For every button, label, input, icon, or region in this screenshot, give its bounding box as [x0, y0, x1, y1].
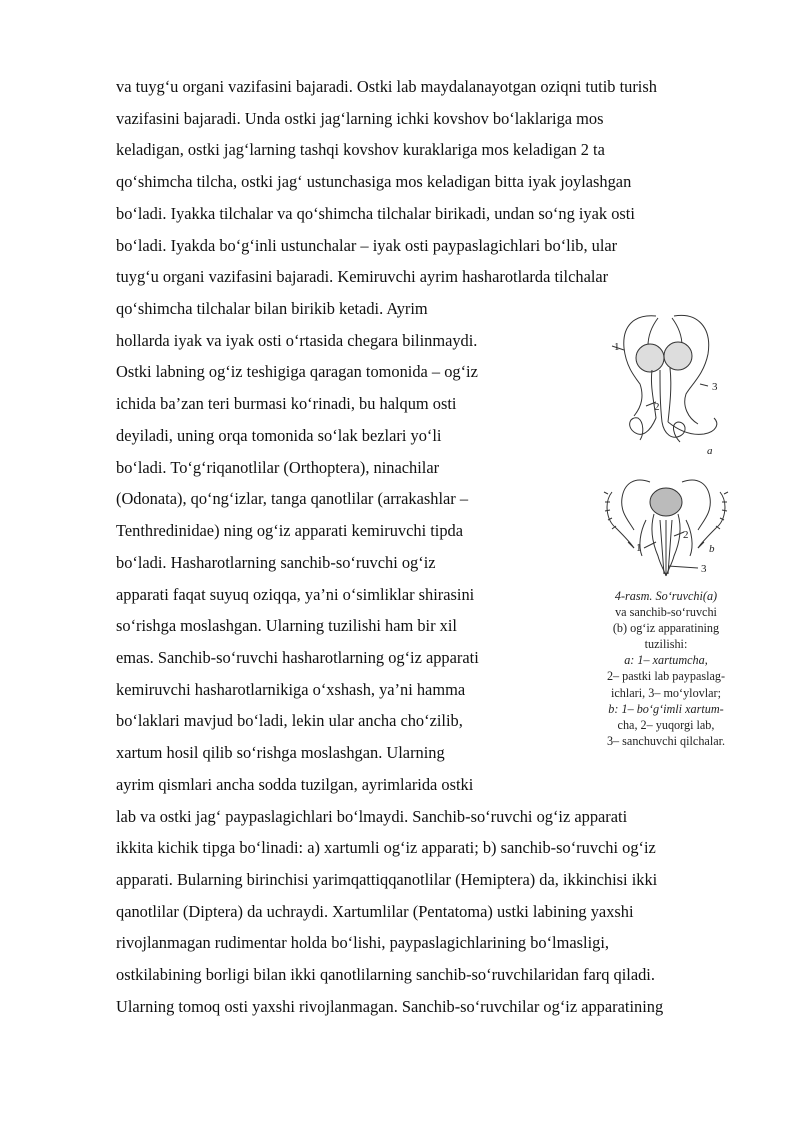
caption-line: va sanchib-so‘ruvchi: [615, 605, 717, 620]
text-line: Ostki labning og‘iz teshigiga qaragan tomonida – og‘iz: [116, 362, 478, 382]
caption-line: cha, 2– yuqorgi lab,: [617, 717, 715, 732]
caption-line: tuzilishi:: [644, 637, 688, 652]
text-line: xartum hosil qilib so‘rishga moslashgan. Ularning: [116, 743, 445, 763]
text-line: tuyg‘u organi vazifasini bajaradi. Kemiruvchi ayrim hasharotlarda tilchalar: [116, 267, 609, 287]
caption-line: ichlari, 3– mo‘ylovlar;: [611, 685, 721, 700]
caption-line: (b) og‘iz apparatining: [612, 621, 720, 636]
text-line: qanotlilar (Diptera) da uchraydi. Xartumlilar (Pentatoma) ustki labining yaxshi: [116, 901, 634, 921]
caption-line: b: 1– bo‘g‘imli xartum-: [608, 701, 724, 716]
text-line: qo‘shimcha tilchalar bilan birikib ketadi. Ayrim: [116, 299, 428, 319]
fig-a-label-2: 2: [654, 401, 660, 413]
fig-a-letter: a: [707, 445, 713, 457]
text-line: qo‘shimcha tilcha, ostki jag‘ ustunchasiga mos keladigan bitta iyak joylashgan: [116, 172, 632, 192]
text-line: (Odonata), qo‘ng‘izlar, tanga qanotlilar (arrakashlar –: [116, 489, 469, 509]
text-line: ayrim qismlari ancha sodda tuzilgan, ayrimlarida ostki: [116, 774, 474, 794]
text-line: bo‘ladi. Iyakka tilchalar va qo‘shimcha tilchalar birikadi, undan so‘ng iyak osti: [116, 203, 635, 223]
text-line: deyiladi, uning orqa tomonida so‘lak bezlari yo‘li: [116, 425, 442, 445]
caption-line: a: 1– xartumcha,: [624, 653, 708, 668]
text-line: vazifasini bajaradi. Unda ostki jag‘larning ichki kovshov bo‘laklariga mos: [116, 108, 604, 128]
text-line: bo‘ladi. Iyakda bo‘g‘inli ustunchalar – iyak osti paypaslagichlari bo‘lib, ular: [116, 235, 618, 255]
text-line: bo‘ladi. To‘g‘riqanotlilar (Orthoptera), ninachilar: [116, 457, 440, 477]
text-line: ostkilabining borligi bilan ikki qanotlilarning sanchib-so‘ruvchilaridan farq qiladi.: [116, 965, 655, 985]
fig-b-label-3: 3: [701, 563, 707, 575]
fig-b-letter: b: [709, 543, 715, 555]
fig-a-label-3: 3: [712, 381, 718, 393]
text-line: rivojlanmagan rudimentar holda bo‘lishi, paypaslagichlarining bo‘lmasligi,: [116, 933, 609, 953]
fig-b-label-1: 1: [636, 542, 642, 554]
text-line: lab va ostki jag‘ paypaslagichlari bo‘lmaydi. Sanchib-so‘ruvchi og‘iz apparati: [116, 806, 628, 826]
text-line: apparati faqat suyuq oziqqa, ya’ni o‘simliklar shirasini: [116, 584, 475, 604]
text-line: kemiruvchi hasharotlarnikiga o‘xshash, ya’ni hamma: [116, 679, 466, 699]
text-line: keladigan, ostki jag‘larning tashqi kovshov kuraklariga mos keladigan 2 ta: [116, 140, 605, 160]
text-line: apparati. Bularning birinchisi yarimqattiqqanotlilar (Hemiptera) da, ikkinchisi ikki: [116, 870, 658, 889]
text-line: so‘rishga moslashgan. Ularning tuzilishi ham bir xil: [116, 616, 457, 636]
figure-caption: [594, 588, 738, 749]
text-line: Ularning tomoq osti yaxshi rivojlanmagan. Sanchib-so‘ruvchilar og‘iz apparatining: [116, 996, 664, 1016]
fig-a-label-1: 1: [614, 341, 620, 353]
caption-line: 3– sanchuvchi qilchalar.: [606, 733, 726, 748]
caption-line: 4-rasm. So‘ruvchi(a): [614, 589, 718, 603]
text-line: ikkita kichik tipga bo‘linadi: a) xartumli og‘iz apparati; b) sanchib-so‘ruvchi og‘iz: [116, 838, 656, 858]
fig-b-label-2: 2: [683, 529, 689, 541]
text-line: Tenthredinidae) ning og‘iz apparati kemiruvchi tipda: [116, 521, 464, 541]
mouthparts-illustration: [594, 306, 738, 596]
text-line: ichida ba’zan teri burmasi ko‘rinadi, bu halqum osti: [116, 394, 457, 414]
caption-line: 2– pastki lab paypaslag-: [606, 669, 726, 684]
text-line: bo‘ladi. Hasharotlarning sanchib-so‘ruvchi og‘iz: [116, 552, 436, 572]
text-line: hollarda iyak va iyak osti o‘rtasida chegara bilinmaydi.: [116, 330, 478, 350]
text-line: va tuyg‘u organi vazifasini bajaradi. Ostki lab maydalanayotgan oziqni tutib turish: [116, 77, 657, 96]
text-line: emas. Sanchib-so‘ruvchi hasharotlarning og‘iz apparati: [116, 647, 479, 667]
text-line: bo‘laklari mavjud bo‘ladi, lekin ular ancha cho‘zilib,: [116, 711, 463, 731]
